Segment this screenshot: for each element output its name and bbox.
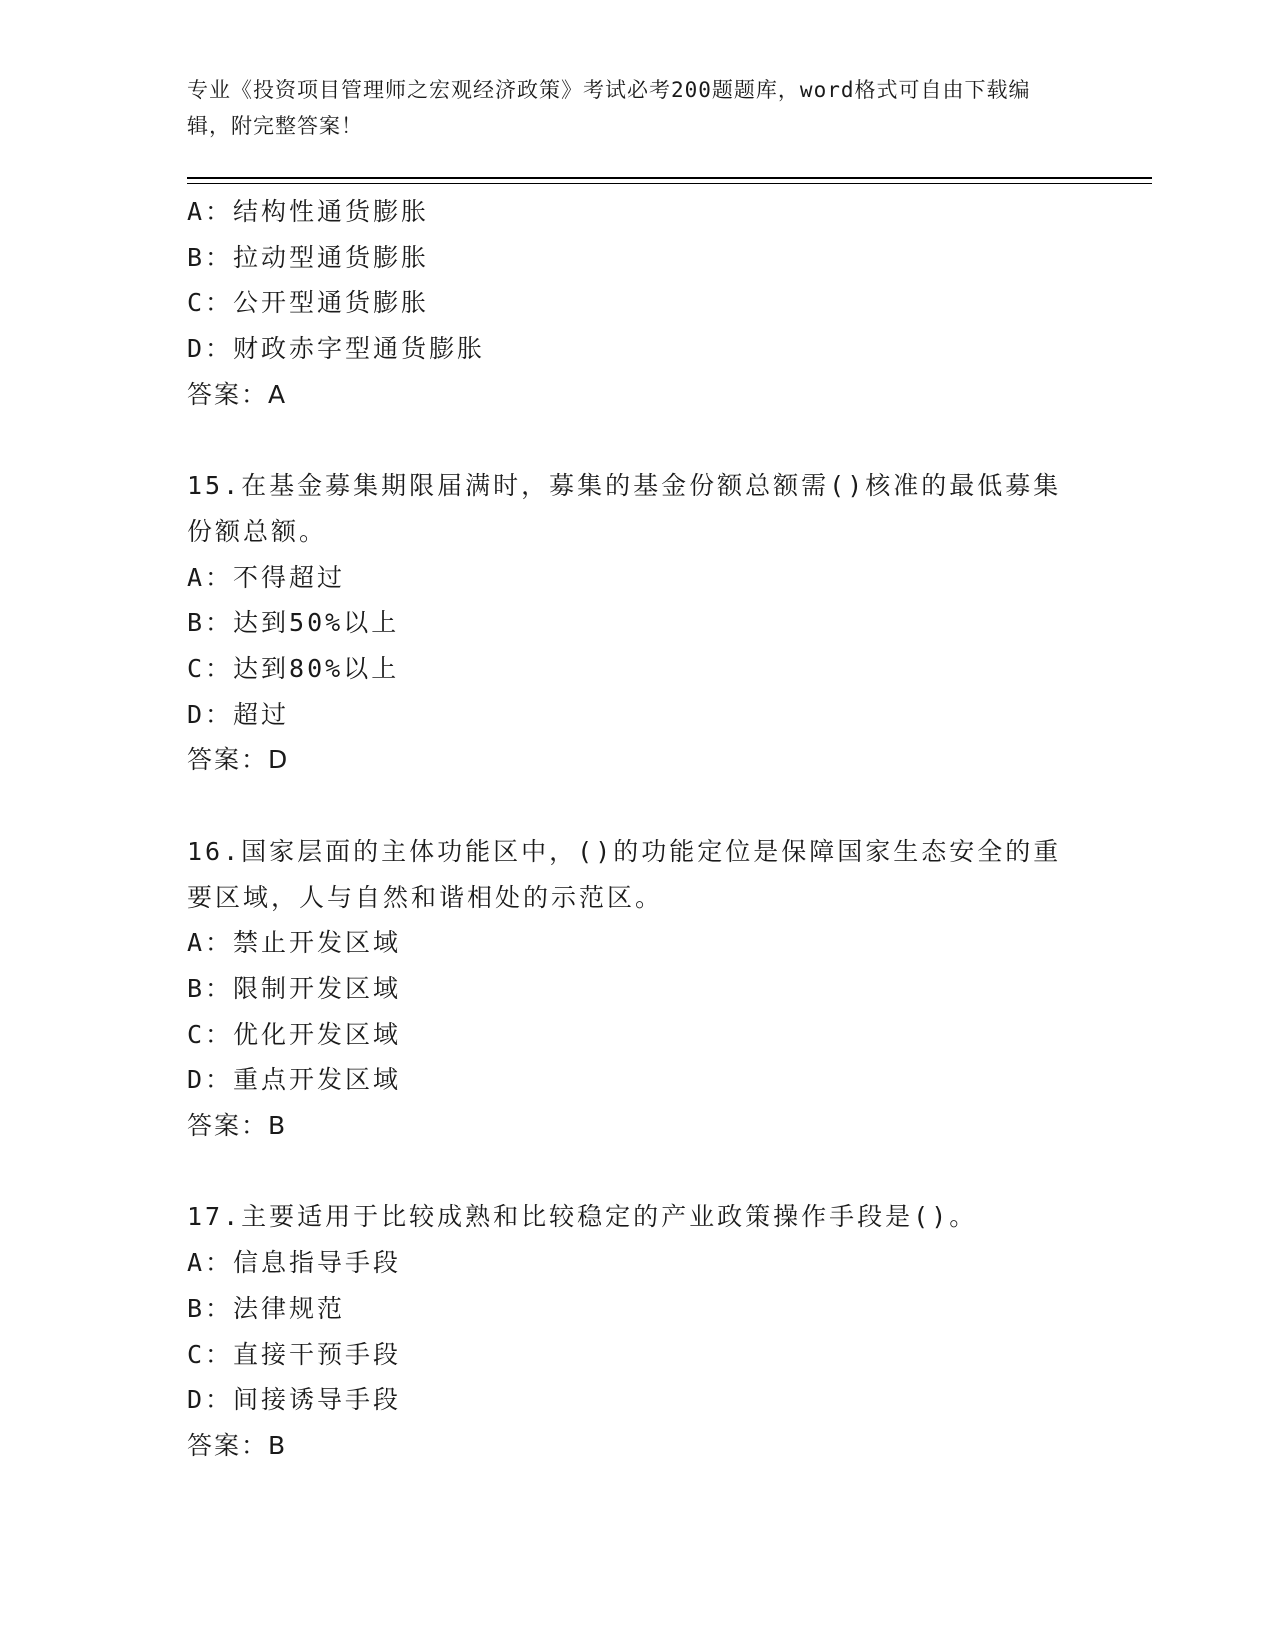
option-b: B：达到50%以上 — [187, 608, 400, 638]
option-c: C：直接干预手段 — [187, 1339, 402, 1369]
option-b: B：拉动型通货膨胀 — [187, 242, 430, 272]
question-text: 17.主要适用于比较成熟和比较稳定的产业政策操作手段是()。 — [187, 1202, 978, 1232]
option-c: C：达到80%以上 — [187, 654, 400, 684]
document-header: 专业《投资项目管理师之宏观经济政策》考试必考200题题库，word格式可自由下载编辑，附完整答案！ — [187, 78, 1031, 138]
answer-line: 答案：A — [187, 379, 288, 409]
question-block-14 — [187, 189, 1087, 418]
option-d: D：财政赤字型通货膨胀 — [187, 334, 486, 364]
option-d: D：间接诱导手段 — [187, 1385, 402, 1415]
question-list — [187, 189, 1087, 1469]
option-d: D：重点开发区域 — [187, 1065, 402, 1095]
option-a: A：禁止开发区域 — [187, 928, 402, 958]
answer-line: 答案：B — [187, 1111, 288, 1141]
option-a: A：不得超过 — [187, 562, 346, 592]
answer-line: 答案：B — [187, 1430, 288, 1460]
option-a: A：结构性通货膨胀 — [187, 197, 430, 226]
option-c: C：优化开发区域 — [187, 1019, 402, 1049]
question-text: 15.在基金募集期限届满时，募集的基金份额总额需()核准的最低募集份额总额。 — [187, 471, 1062, 546]
question-block-17 — [187, 1194, 1087, 1468]
option-b: B：限制开发区域 — [187, 973, 402, 1003]
header-rule-thick — [187, 177, 1152, 179]
answer-line: 答案：D — [187, 745, 290, 775]
question-block-16 — [187, 829, 1087, 1149]
option-a: A：信息指导手段 — [187, 1248, 402, 1278]
question-block-15 — [187, 463, 1087, 783]
option-b: B：法律规范 — [187, 1293, 346, 1323]
question-text: 16.国家层面的主体功能区中，()的功能定位是保障国家生态安全的重要区域，人与自然和谐相处的示范区。 — [187, 836, 1062, 912]
option-d: D：超过 — [187, 699, 290, 729]
option-c: C：公开型通货膨胀 — [187, 288, 430, 318]
header-rule-thin — [187, 183, 1152, 184]
